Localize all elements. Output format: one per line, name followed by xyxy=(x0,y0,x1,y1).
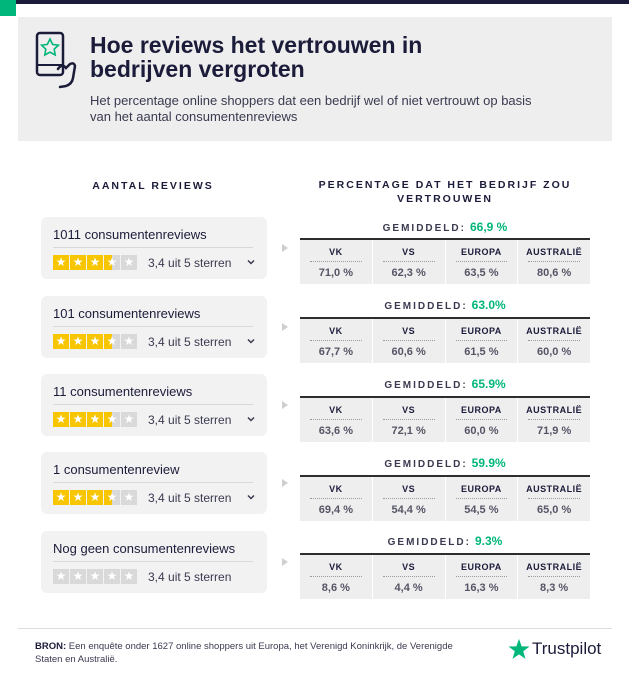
dotted-divider xyxy=(310,576,362,577)
dotted-divider xyxy=(528,261,580,262)
region-value: 16,3 % xyxy=(464,582,499,594)
arrow-right-icon xyxy=(281,322,289,332)
stat-cell xyxy=(518,398,590,442)
star-icon: ★ xyxy=(104,490,120,505)
region-label: VS xyxy=(402,405,416,415)
region-label: AUSTRALIË xyxy=(526,484,583,494)
region-label: AUSTRALIË xyxy=(526,247,583,257)
stat-cell xyxy=(373,477,446,521)
corner-accent xyxy=(0,0,16,16)
rating-text: 3,4 uit 5 sterren xyxy=(148,570,232,584)
region-label: EUROPA xyxy=(460,484,502,494)
arrow-right-icon xyxy=(281,478,289,488)
average-value: 63.0% xyxy=(471,298,506,312)
region-label: VK xyxy=(329,247,343,257)
region-label: EUROPA xyxy=(460,405,502,415)
region-label: VS xyxy=(402,562,416,572)
dotted-divider xyxy=(383,498,435,499)
region-label: VS xyxy=(402,484,416,494)
star-icon: ★ xyxy=(70,490,86,505)
average-line xyxy=(300,377,590,391)
chevron-down-icon[interactable] xyxy=(246,336,256,346)
stat-cell xyxy=(446,240,519,284)
region-value: 8,6 % xyxy=(321,582,350,594)
star-icon: ★ xyxy=(53,334,69,349)
review-count-label: 1011 consumentenreviews xyxy=(53,227,207,242)
star-icon: ★ xyxy=(121,490,137,505)
rating-text: 3,4 uit 5 sterren xyxy=(148,335,232,349)
review-card xyxy=(41,217,267,279)
star-icon: ★ xyxy=(104,569,120,584)
region-value: 67,7 % xyxy=(318,346,353,358)
dotted-divider xyxy=(310,340,362,341)
stat-cell xyxy=(518,477,590,521)
star-rating xyxy=(53,490,137,505)
top-bar xyxy=(0,0,629,4)
review-count-label: 11 consumentenreviews xyxy=(53,384,193,399)
star-icon: ★ xyxy=(87,334,103,349)
dotted-divider xyxy=(383,340,435,341)
region-value: 71,0 % xyxy=(318,267,353,279)
region-label: EUROPA xyxy=(460,326,502,336)
arrow-right-icon xyxy=(281,400,289,410)
region-value: 69,4 % xyxy=(318,504,353,516)
region-value: 60,0 % xyxy=(464,425,499,437)
star-rating xyxy=(53,334,137,349)
region-label: VK xyxy=(329,562,343,572)
dotted-divider xyxy=(528,340,580,341)
average-line xyxy=(300,220,590,234)
region-label: VK xyxy=(329,326,343,336)
stats-panel xyxy=(300,317,590,363)
region-label: VK xyxy=(329,405,343,415)
average-label: GEMIDDELD: xyxy=(384,459,468,470)
region-value: 8,3 % xyxy=(540,582,569,594)
header-panel xyxy=(18,17,612,141)
card-divider xyxy=(53,404,253,405)
review-card xyxy=(41,296,267,358)
card-divider xyxy=(53,247,253,248)
stat-cell xyxy=(446,555,519,599)
dotted-divider xyxy=(528,498,580,499)
card-divider xyxy=(53,482,253,483)
region-value: 71,9 % xyxy=(537,425,572,437)
stat-cell xyxy=(300,555,373,599)
review-card xyxy=(41,374,267,436)
region-value: 60,0 % xyxy=(537,346,572,358)
dotted-divider xyxy=(528,576,580,577)
region-label: EUROPA xyxy=(460,562,502,572)
region-label: VS xyxy=(402,247,416,257)
star-icon: ★ xyxy=(121,569,137,584)
stat-cell xyxy=(518,240,590,284)
region-value: 80,6 % xyxy=(537,267,572,279)
star-rating xyxy=(53,255,137,270)
dotted-divider xyxy=(310,419,362,420)
chevron-down-icon[interactable] xyxy=(246,492,256,502)
region-label: AUSTRALIË xyxy=(526,326,583,336)
region-value: 65,0 % xyxy=(537,504,572,516)
stats-panel xyxy=(300,396,590,442)
star-icon: ★ xyxy=(104,334,120,349)
star-icon: ★ xyxy=(104,255,120,270)
chevron-down-icon[interactable] xyxy=(246,414,256,424)
review-card xyxy=(41,452,267,514)
dotted-divider xyxy=(456,576,508,577)
stat-cell xyxy=(446,319,519,363)
dotted-divider xyxy=(456,498,508,499)
source-text: Een enquête onder 1627 online shoppers uit Europa, het Verenigd Koninkrijk, de Verenigde Staten en Australië. xyxy=(35,641,453,665)
star-rating xyxy=(53,412,137,427)
average-label: GEMIDDELD: xyxy=(384,380,468,391)
star-icon: ★ xyxy=(70,255,86,270)
footer-divider xyxy=(18,628,612,629)
review-count-label: Nog geen consumentenreviews xyxy=(53,541,236,556)
stat-cell xyxy=(300,319,373,363)
dotted-divider xyxy=(383,576,435,577)
stat-cell xyxy=(373,319,446,363)
column-header-percentage: PERCENTAGE DAT HET BEDRIJF ZOU VERTROUWEN xyxy=(318,179,572,205)
average-label: GEMIDDELD: xyxy=(382,223,466,234)
dotted-divider xyxy=(456,419,508,420)
region-label: EUROPA xyxy=(460,247,502,257)
region-label: VS xyxy=(402,326,416,336)
card-divider xyxy=(53,326,253,327)
stat-cell xyxy=(518,555,590,599)
stat-cell xyxy=(300,398,373,442)
dotted-divider xyxy=(383,261,435,262)
card-divider xyxy=(53,561,253,562)
average-label: GEMIDDELD: xyxy=(384,301,468,312)
stats-panel xyxy=(300,475,590,521)
region-value: 54,4 % xyxy=(391,504,426,516)
stat-cell xyxy=(373,240,446,284)
stat-cell xyxy=(300,477,373,521)
rating-text: 3,4 uit 5 sterren xyxy=(148,491,232,505)
stat-cell xyxy=(518,319,590,363)
average-label: GEMIDDELD: xyxy=(387,537,471,548)
source-label: BRON: xyxy=(35,641,67,652)
review-card xyxy=(41,531,267,593)
review-count-label: 1 consumentenreview xyxy=(53,462,180,477)
stats-panel xyxy=(300,238,590,284)
star-icon: ★ xyxy=(53,569,69,584)
dotted-divider xyxy=(310,261,362,262)
review-count-label: 101 consumentenreviews xyxy=(53,306,201,321)
star-icon: ★ xyxy=(87,255,103,270)
trustpilot-logo xyxy=(508,638,601,660)
average-value: 65.9% xyxy=(471,377,506,391)
rating-text: 3,4 uit 5 sterren xyxy=(148,256,232,270)
region-value: 63,6 % xyxy=(318,425,353,437)
stat-cell xyxy=(373,555,446,599)
region-value: 72,1 % xyxy=(391,425,426,437)
star-icon: ★ xyxy=(53,412,69,427)
dotted-divider xyxy=(310,498,362,499)
region-value: 60,6 % xyxy=(391,346,426,358)
chevron-down-icon[interactable] xyxy=(246,257,256,267)
arrow-right-icon xyxy=(281,243,289,253)
stat-cell xyxy=(446,477,519,521)
region-value: 63,5 % xyxy=(464,267,499,279)
rating-text: 3,4 uit 5 sterren xyxy=(148,413,232,427)
average-line xyxy=(300,298,590,312)
star-icon: ★ xyxy=(121,412,137,427)
page-subtitle: Het percentage online shoppers dat een bedrijf wel of niet vertrouwt op basis van het aantal consumentenreviews xyxy=(90,93,532,124)
page-title: Hoe reviews het vertrouwen in bedrijven vergroten xyxy=(90,32,423,82)
region-label: VK xyxy=(329,484,343,494)
average-value: 9.3% xyxy=(474,534,503,548)
dotted-divider xyxy=(383,419,435,420)
phone-star-icon xyxy=(32,31,82,91)
star-icon: ★ xyxy=(87,412,103,427)
region-label: AUSTRALIË xyxy=(526,405,583,415)
stat-cell xyxy=(373,398,446,442)
stat-cell xyxy=(446,398,519,442)
star-icon: ★ xyxy=(121,255,137,270)
trustpilot-star-icon xyxy=(508,638,530,660)
dotted-divider xyxy=(456,340,508,341)
source-note xyxy=(35,640,455,666)
region-value: 61,5 % xyxy=(464,346,499,358)
star-icon: ★ xyxy=(87,490,103,505)
average-value: 59.9% xyxy=(471,456,506,470)
stat-cell xyxy=(300,240,373,284)
star-rating xyxy=(53,569,137,584)
star-icon: ★ xyxy=(70,569,86,584)
star-icon: ★ xyxy=(121,334,137,349)
column-header-reviews: AANTAL REVIEWS xyxy=(92,180,214,192)
brand-name: Trustpilot xyxy=(532,639,602,658)
region-value: 4,4 % xyxy=(394,582,423,594)
star-icon: ★ xyxy=(104,412,120,427)
region-label: AUSTRALIË xyxy=(526,562,583,572)
region-value: 62,3 % xyxy=(391,267,426,279)
stats-panel xyxy=(300,553,590,599)
star-icon: ★ xyxy=(87,569,103,584)
dotted-divider xyxy=(528,419,580,420)
average-line xyxy=(300,456,590,470)
region-value: 54,5 % xyxy=(464,504,499,516)
average-line xyxy=(300,534,590,548)
star-icon: ★ xyxy=(70,334,86,349)
star-icon: ★ xyxy=(70,412,86,427)
dotted-divider xyxy=(456,261,508,262)
arrow-right-icon xyxy=(281,557,289,567)
star-icon: ★ xyxy=(53,255,69,270)
star-icon: ★ xyxy=(53,490,69,505)
average-value: 66,9 % xyxy=(469,220,508,234)
